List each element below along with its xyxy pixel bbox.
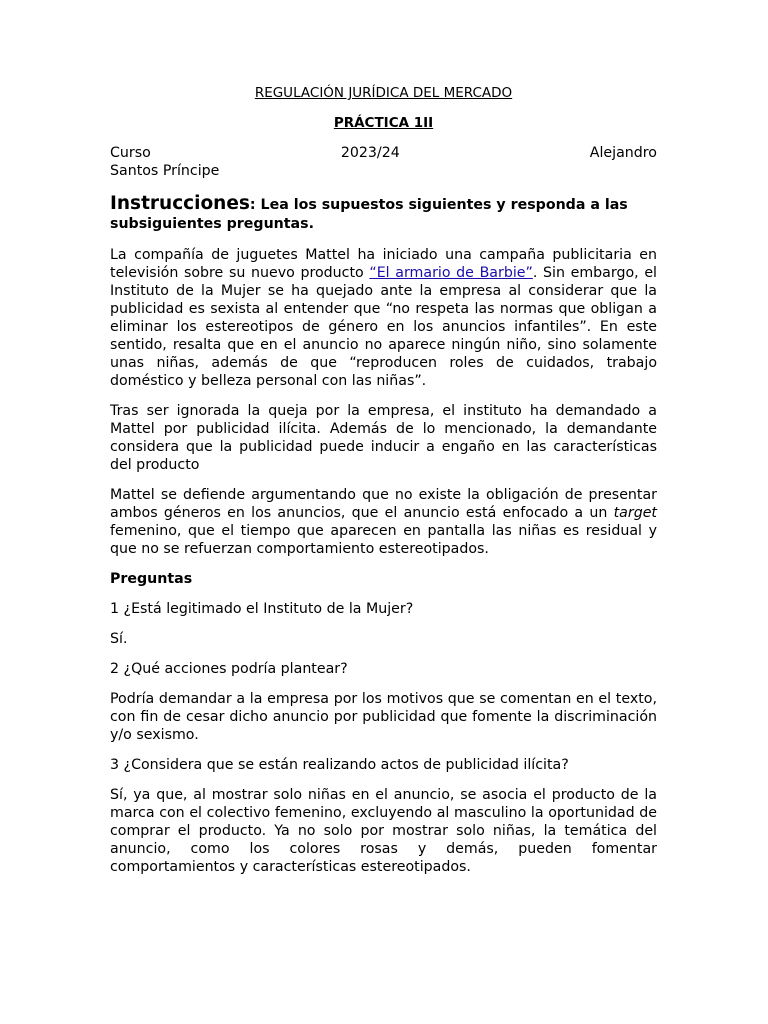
document-subtitle: PRÁCTICA 1II — [333, 115, 434, 131]
paragraph-3 — [110, 486, 657, 558]
paragraph-1 — [110, 246, 657, 390]
instructions-heading: Instrucciones — [110, 193, 250, 214]
author-first-name: Alejandro — [589, 145, 657, 161]
instructions-block — [110, 194, 657, 234]
barbie-product-link[interactable]: “El armario de Barbie” — [369, 265, 533, 281]
answer-2: Podría demandar a la empresa por los motivos que se comentan en el texto, con fin de cesar dicho anuncio por publicidad que fomente la discriminación y/o sexismo. — [110, 691, 657, 743]
questions-heading: Preguntas — [110, 571, 193, 587]
instructions-text: : Lea los supuestos siguientes y responda a las subsiguientes preguntas. — [110, 197, 628, 232]
question-3: 3 ¿Considera que se están realizando actos de publicidad ilícita? — [110, 757, 569, 773]
answer-1: Sí. — [110, 631, 128, 647]
document-title: REGULACIÓN JURÍDICA DEL MERCADO — [254, 85, 513, 101]
course-author-line — [110, 144, 657, 162]
question-2: 2 ¿Qué acciones podría plantear? — [110, 661, 348, 677]
paragraph-3-start: Mattel se defiende argumentando que no existe la obligación de presentar ambos géneros en los anuncios, que el anuncio está enfocado a un — [110, 487, 657, 521]
paragraph-1-start: La compañía de juguetes Mattel ha iniciado una campaña publicitaria en televisión sobre su nuevo producto — [110, 247, 657, 281]
course-label: Curso 2023/24 — [110, 145, 400, 161]
paragraph-2: Tras ser ignorada la queja por la empresa, el instituto ha demandado a Mattel por publicidad ilícita. Además de lo mencionado, la demandante considera que la publicidad puede inducir a engaño en las características del producto — [110, 403, 657, 473]
paragraph-1-end: . Sin embargo, el Instituto de la Mujer se ha quejado ante la empresa al considerar que la publicidad es sexista al entender que “no respeta las normas que obligan a eliminar los estereotipos de género en los anuncios infantiles”. En este sentido, resalta que en el anuncio no aparece ningún niño, sino solamente unas niñas, además de que “reproducen roles de cuidados, trabajo doméstico y belleza personal con las niñas”. — [110, 265, 657, 389]
question-1: 1 ¿Está legitimado el Instituto de la Mujer? — [110, 601, 414, 617]
author-surname: Santos Príncipe — [110, 163, 220, 179]
document-page — [110, 84, 657, 888]
answer-3: Sí, ya que, al mostrar solo niñas en el anuncio, se asocia el producto de la marca con el colectivo femenino, excluyendo al masculino la oportunidad de comprar el producto. Ya no solo por mostrar solo niñas, la temática del anuncio, como los colores rosas y demás, pueden fomentar comportamientos y características estereotipados. — [110, 787, 657, 875]
paragraph-3-italic: target — [613, 505, 657, 521]
paragraph-3-end: femenino, que el tiempo que aparecen en pantalla las niñas es residual y que no se refuerzan comportamiento estereotipados. — [110, 523, 657, 557]
